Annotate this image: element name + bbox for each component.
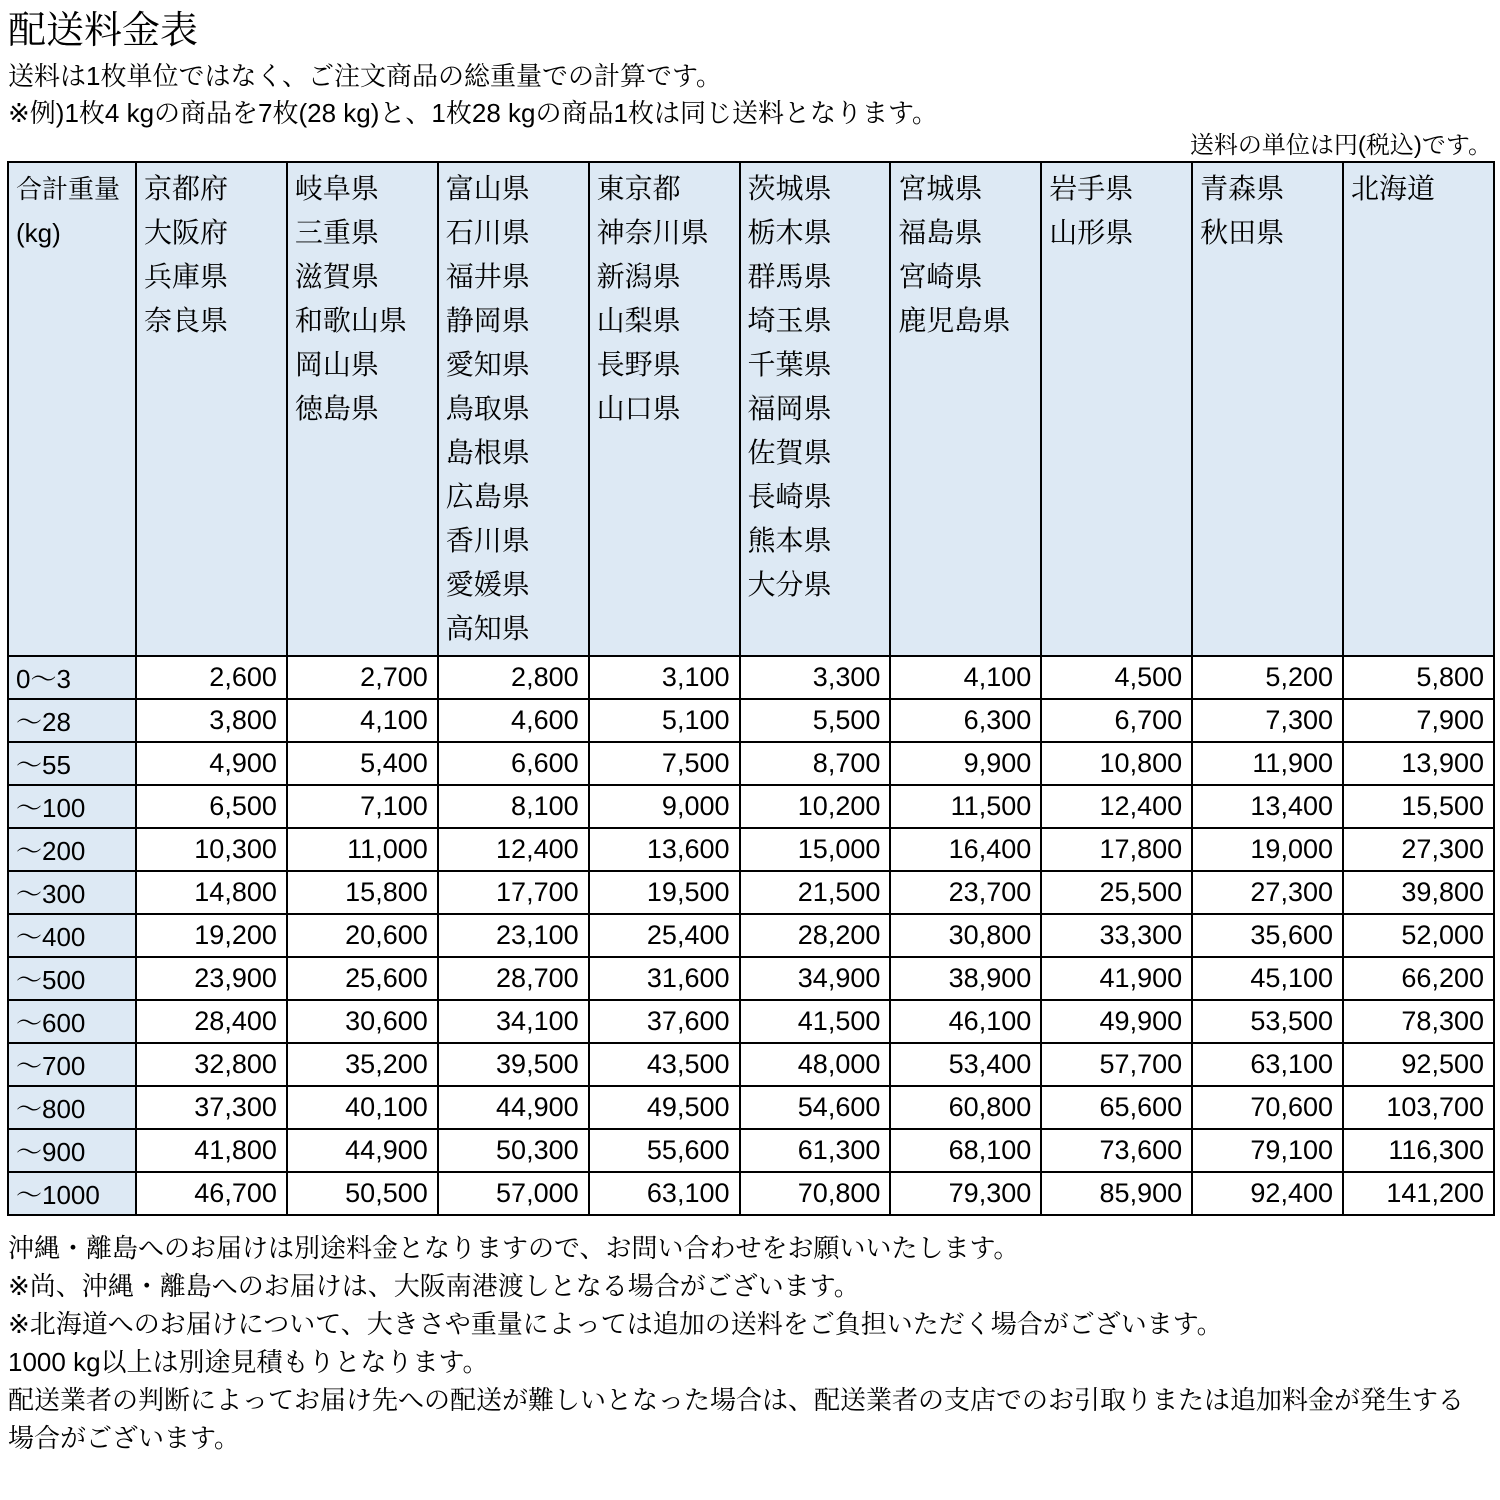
fee-cell: 54,600 — [740, 1086, 891, 1129]
fee-cell: 6,700 — [1041, 699, 1192, 742]
fee-cell: 25,400 — [589, 914, 740, 957]
fee-cell: 17,800 — [1041, 828, 1192, 871]
weight-row-label: ～28 — [8, 699, 136, 742]
weight-row — [8, 957, 1494, 1000]
shipping-fee-table — [7, 161, 1495, 1216]
prefecture-label: 福岡県 — [747, 393, 832, 424]
fee-cell: 57,700 — [1041, 1043, 1192, 1086]
prefecture-label: 岩手県 — [1049, 173, 1134, 204]
prefecture-label: 東京都 — [596, 173, 681, 204]
fee-cell: 3,300 — [740, 656, 891, 699]
weight-header-line: 合計重量 — [16, 174, 121, 204]
footer-note-2: ※尚、沖縄・離島へのお届けは、大阪南港渡しとなる場合がございます。 — [8, 1271, 860, 1301]
fee-cell: 30,600 — [287, 1000, 438, 1043]
region-header-cell-7 — [1041, 162, 1192, 656]
fee-cell: 7,300 — [1192, 699, 1343, 742]
prefecture-label: 大阪府 — [144, 217, 229, 248]
fee-cell: 5,800 — [1343, 656, 1494, 699]
weight-row-label: ～100 — [8, 785, 136, 828]
footer-note-6: 場合がございます。 — [8, 1423, 240, 1453]
fee-cell: 25,500 — [1041, 871, 1192, 914]
fee-cell: 6,300 — [890, 699, 1041, 742]
fee-cell: 10,300 — [136, 828, 287, 871]
fee-cell: 3,800 — [136, 699, 287, 742]
fee-cell: 60,800 — [890, 1086, 1041, 1129]
weight-row-label: ～1000 — [8, 1172, 136, 1215]
prefecture-label: 佐賀県 — [747, 437, 832, 468]
prefecture-label: 奈良県 — [144, 305, 229, 336]
fee-cell: 50,500 — [287, 1172, 438, 1215]
fee-cell: 70,600 — [1192, 1086, 1343, 1129]
fee-cell: 5,400 — [287, 742, 438, 785]
prefecture-label: 島根県 — [445, 437, 530, 468]
prefecture-label: 千葉県 — [747, 349, 832, 380]
fee-cell: 53,400 — [890, 1043, 1041, 1086]
fee-cell: 68,100 — [890, 1129, 1041, 1172]
fee-cell: 34,900 — [740, 957, 891, 1000]
prefecture-label: 秋田県 — [1200, 217, 1285, 248]
fee-cell: 5,500 — [740, 699, 891, 742]
prefecture-label: 福島県 — [898, 217, 983, 248]
fee-cell: 50,300 — [438, 1129, 589, 1172]
fee-cell: 46,100 — [890, 1000, 1041, 1043]
weight-row — [8, 1043, 1494, 1086]
fee-cell: 49,900 — [1041, 1000, 1192, 1043]
prefecture-label: 長崎県 — [747, 481, 832, 512]
fee-cell: 11,000 — [287, 828, 438, 871]
fee-cell: 15,500 — [1343, 785, 1494, 828]
prefecture-label: 石川県 — [445, 217, 530, 248]
fee-cell: 70,800 — [740, 1172, 891, 1215]
fee-cell: 46,700 — [136, 1172, 287, 1215]
fee-cell: 78,300 — [1343, 1000, 1494, 1043]
region-header-cell-4 — [589, 162, 740, 656]
weight-row-label: ～800 — [8, 1086, 136, 1129]
fee-cell: 19,500 — [589, 871, 740, 914]
prefecture-label: 山形県 — [1049, 217, 1134, 248]
weight-row — [8, 828, 1494, 871]
weight-row — [8, 871, 1494, 914]
fee-cell: 8,100 — [438, 785, 589, 828]
fee-cell: 15,000 — [740, 828, 891, 871]
fee-cell: 14,800 — [136, 871, 287, 914]
prefecture-label: 埼玉県 — [747, 305, 832, 336]
weight-row — [8, 914, 1494, 957]
prefecture-label: 徳島県 — [294, 393, 379, 424]
fee-cell: 7,900 — [1343, 699, 1494, 742]
fee-cell: 44,900 — [438, 1086, 589, 1129]
footer-notes — [8, 1229, 1494, 1457]
fee-cell: 44,900 — [287, 1129, 438, 1172]
prefecture-label: 広島県 — [445, 481, 530, 512]
fee-cell: 2,800 — [438, 656, 589, 699]
fee-cell: 43,500 — [589, 1043, 740, 1086]
region-header-cell-3 — [438, 162, 589, 656]
fee-cell: 33,300 — [1041, 914, 1192, 957]
prefecture-label: 鳥取県 — [445, 393, 530, 424]
fee-cell: 73,600 — [1041, 1129, 1192, 1172]
fee-cell: 38,900 — [890, 957, 1041, 1000]
prefecture-label: 京都府 — [144, 173, 229, 204]
fee-cell: 66,200 — [1343, 957, 1494, 1000]
fee-cell: 40,100 — [287, 1086, 438, 1129]
fee-cell: 61,300 — [740, 1129, 891, 1172]
prefecture-label: 栃木県 — [747, 217, 832, 248]
fee-cell: 85,900 — [1041, 1172, 1192, 1215]
fee-cell: 8,700 — [740, 742, 891, 785]
prefecture-label: 富山県 — [445, 173, 530, 204]
fee-cell: 23,100 — [438, 914, 589, 957]
weight-row — [8, 1129, 1494, 1172]
weight-row-label: ～400 — [8, 914, 136, 957]
prefecture-label: 和歌山県 — [294, 305, 407, 336]
fee-cell: 4,900 — [136, 742, 287, 785]
prefecture-label: 愛媛県 — [445, 569, 530, 600]
fee-cell: 20,600 — [287, 914, 438, 957]
fee-cell: 27,300 — [1343, 828, 1494, 871]
fee-cell: 52,000 — [1343, 914, 1494, 957]
fee-cell: 34,100 — [438, 1000, 589, 1043]
footer-note-3: ※北海道へのお届けについて、大きさや重量によっては追加の送料をご負担いただく場合がございます。 — [8, 1309, 1223, 1339]
fee-cell: 63,100 — [1192, 1043, 1343, 1086]
weight-header-line: (kg) — [16, 218, 61, 248]
fee-cell: 17,700 — [438, 871, 589, 914]
fee-cell: 13,900 — [1343, 742, 1494, 785]
prefecture-label: 山口県 — [596, 393, 681, 424]
unit-note: 送料の単位は円(税込)です。 — [1189, 132, 1492, 159]
weight-row — [8, 1086, 1494, 1129]
prefecture-label: 高知県 — [445, 613, 530, 644]
fee-cell: 19,200 — [136, 914, 287, 957]
fee-cell: 55,600 — [589, 1129, 740, 1172]
prefecture-label: 青森県 — [1200, 173, 1285, 204]
fee-cell: 21,500 — [740, 871, 891, 914]
prefecture-label: 兵庫県 — [144, 261, 229, 292]
prefecture-label: 北海道 — [1351, 173, 1436, 204]
weight-row-label: ～700 — [8, 1043, 136, 1086]
prefecture-label: 神奈川県 — [596, 217, 709, 248]
footer-note-4: 1000 kg以上は別途見積もりとなります。 — [8, 1347, 489, 1377]
fee-cell: 41,800 — [136, 1129, 287, 1172]
fee-cell: 49,500 — [589, 1086, 740, 1129]
prefecture-label: 岡山県 — [294, 349, 379, 380]
prefecture-label: 岐阜県 — [294, 173, 379, 204]
fee-cell: 6,600 — [438, 742, 589, 785]
fee-cell: 6,500 — [136, 785, 287, 828]
weight-row — [8, 1000, 1494, 1043]
table-body — [8, 656, 1494, 1215]
fee-cell: 53,500 — [1192, 1000, 1343, 1043]
prefecture-label: 鹿児島県 — [898, 305, 1011, 336]
fee-cell: 79,100 — [1192, 1129, 1343, 1172]
fee-cell: 3,100 — [589, 656, 740, 699]
fee-cell: 57,000 — [438, 1172, 589, 1215]
fee-cell: 11,500 — [890, 785, 1041, 828]
prefecture-label: 宮崎県 — [898, 261, 983, 292]
fee-cell: 12,400 — [438, 828, 589, 871]
fee-cell: 103,700 — [1343, 1086, 1494, 1129]
fee-cell: 63,100 — [589, 1172, 740, 1215]
weight-row — [8, 699, 1494, 742]
fee-cell: 23,700 — [890, 871, 1041, 914]
weight-header-cell — [8, 162, 136, 656]
weight-row-label: ～300 — [8, 871, 136, 914]
prefecture-label: 新潟県 — [596, 261, 681, 292]
weight-row-label: ～55 — [8, 742, 136, 785]
subtitle-line-1: 送料は1枚単位ではなく、ご注文商品の総重量での計算です。 — [8, 61, 722, 91]
fee-cell: 35,600 — [1192, 914, 1343, 957]
fee-cell: 7,100 — [287, 785, 438, 828]
fee-cell: 12,400 — [1041, 785, 1192, 828]
weight-row-label: ～500 — [8, 957, 136, 1000]
fee-cell: 2,600 — [136, 656, 287, 699]
weight-row — [8, 742, 1494, 785]
weight-row-label: 0～3 — [8, 656, 136, 699]
fee-cell: 31,600 — [589, 957, 740, 1000]
fee-cell: 5,100 — [589, 699, 740, 742]
prefecture-label: 茨城県 — [747, 173, 832, 204]
prefecture-label: 大分県 — [747, 569, 832, 600]
fee-cell: 25,600 — [287, 957, 438, 1000]
prefecture-label: 三重県 — [294, 217, 379, 248]
fee-cell: 9,000 — [589, 785, 740, 828]
fee-cell: 28,700 — [438, 957, 589, 1000]
fee-cell: 10,200 — [740, 785, 891, 828]
fee-cell: 79,300 — [890, 1172, 1041, 1215]
weight-row — [8, 656, 1494, 699]
subtitle-line-2: ※例)1枚4 kgの商品を7枚(28 kg)と、1枚28 kgの商品1枚は同じ送料となります。 — [8, 98, 938, 128]
fee-cell: 4,600 — [438, 699, 589, 742]
table-header-row — [8, 162, 1494, 656]
weight-row — [8, 1172, 1494, 1215]
fee-cell: 27,300 — [1192, 871, 1343, 914]
fee-cell: 65,600 — [1041, 1086, 1192, 1129]
prefecture-label: 福井県 — [445, 261, 530, 292]
weight-row-label: ～900 — [8, 1129, 136, 1172]
fee-cell: 39,500 — [438, 1043, 589, 1086]
fee-cell: 37,300 — [136, 1086, 287, 1129]
fee-cell: 10,800 — [1041, 742, 1192, 785]
prefecture-label: 愛知県 — [445, 349, 530, 380]
fee-cell: 9,900 — [890, 742, 1041, 785]
region-header-cell-1 — [136, 162, 287, 656]
region-header-cell-9 — [1343, 162, 1494, 656]
fee-cell: 7,500 — [589, 742, 740, 785]
prefecture-label: 静岡県 — [445, 305, 530, 336]
fee-cell: 15,800 — [287, 871, 438, 914]
fee-cell: 19,000 — [1192, 828, 1343, 871]
footer-note-1: 沖縄・離島へのお届けは別途料金となりますので、お問い合わせをお願いいたします。 — [8, 1233, 1020, 1263]
fee-cell: 92,500 — [1343, 1043, 1494, 1086]
region-header-cell-5 — [740, 162, 891, 656]
weight-row-label: ～600 — [8, 1000, 136, 1043]
fee-cell: 32,800 — [136, 1043, 287, 1086]
prefecture-label: 山梨県 — [596, 305, 681, 336]
region-header-cell-2 — [287, 162, 438, 656]
prefecture-label: 滋賀県 — [294, 261, 379, 292]
fee-cell: 37,600 — [589, 1000, 740, 1043]
fee-cell: 13,400 — [1192, 785, 1343, 828]
prefecture-label: 群馬県 — [747, 261, 832, 292]
region-header-cell-8 — [1192, 162, 1343, 656]
fee-cell: 16,400 — [890, 828, 1041, 871]
prefecture-label: 香川県 — [445, 525, 530, 556]
fee-cell: 92,400 — [1192, 1172, 1343, 1215]
fee-cell: 39,800 — [1343, 871, 1494, 914]
fee-cell: 2,700 — [287, 656, 438, 699]
fee-cell: 28,400 — [136, 1000, 287, 1043]
fee-cell: 11,900 — [1192, 742, 1343, 785]
fee-cell: 141,200 — [1343, 1172, 1494, 1215]
weight-row — [8, 785, 1494, 828]
weight-row-label: ～200 — [8, 828, 136, 871]
prefecture-label: 宮城県 — [898, 173, 983, 204]
fee-cell: 30,800 — [890, 914, 1041, 957]
fee-cell: 5,200 — [1192, 656, 1343, 699]
page-title: 配送料金表 — [8, 10, 199, 52]
fee-cell: 48,000 — [740, 1043, 891, 1086]
footer-note-5: 配送業者の判断によってお届け先への配送が難しいとなった場合は、配送業者の支店でのお引取りまたは追加料金が発生する — [8, 1385, 1465, 1415]
region-header-cell-6 — [890, 162, 1041, 656]
fee-cell: 35,200 — [287, 1043, 438, 1086]
fee-cell: 4,100 — [890, 656, 1041, 699]
fee-cell: 23,900 — [136, 957, 287, 1000]
fee-cell: 41,500 — [740, 1000, 891, 1043]
fee-cell: 45,100 — [1192, 957, 1343, 1000]
fee-cell: 4,100 — [287, 699, 438, 742]
fee-cell: 13,600 — [589, 828, 740, 871]
fee-cell: 116,300 — [1343, 1129, 1494, 1172]
prefecture-label: 長野県 — [596, 349, 681, 380]
fee-cell: 28,200 — [740, 914, 891, 957]
fee-cell: 4,500 — [1041, 656, 1192, 699]
prefecture-label: 熊本県 — [747, 525, 832, 556]
fee-cell: 41,900 — [1041, 957, 1192, 1000]
